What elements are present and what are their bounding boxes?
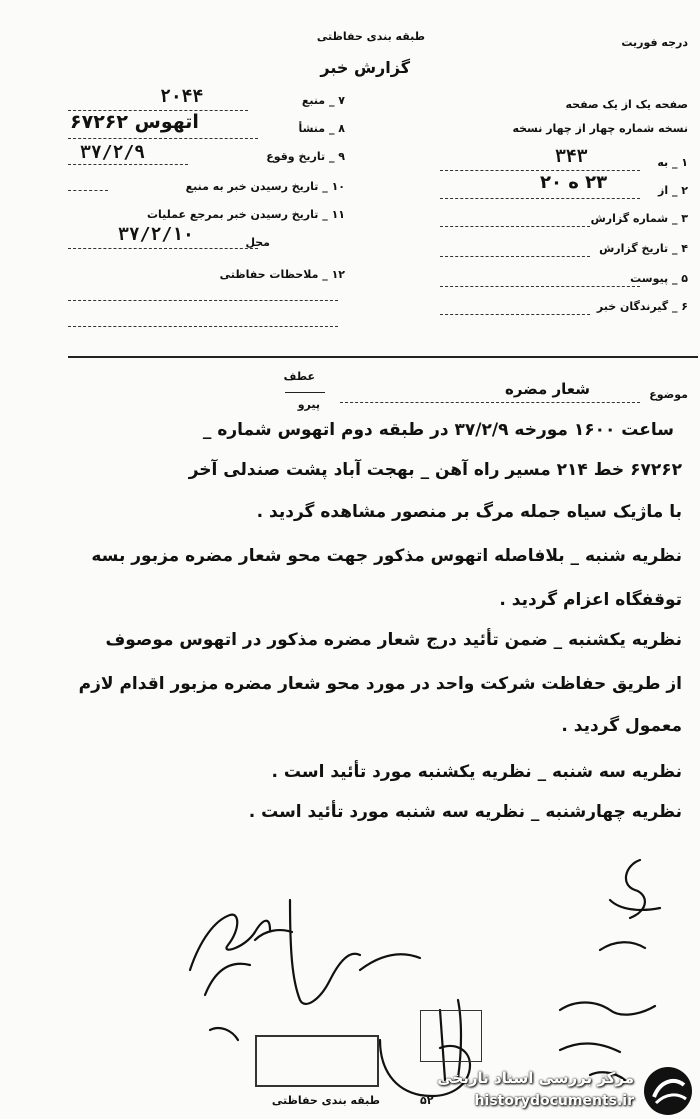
field-11-label: ۱۱ _ تاریخ رسیدن خبر بمرجع عملیات <box>146 208 345 221</box>
signature-left-2 <box>205 964 250 995</box>
field-3-line <box>440 226 590 227</box>
subject-label: موضوع <box>649 388 688 401</box>
copy-number-line: نسخه شماره چهار از چهار نسخه <box>512 122 688 135</box>
signature-center-3 <box>360 954 420 970</box>
field-6-label: ۶ _ گیرندگان خبر <box>596 300 688 313</box>
ref-top-label: عطف <box>283 370 315 383</box>
field-1-label: ۱ _ به <box>657 156 688 169</box>
field-9-label: ۹ _ تاریخ وقوع <box>266 150 345 163</box>
signature-right-4 <box>560 1003 655 1015</box>
field-9-line <box>68 164 188 165</box>
body-line-10: نظریه چهارشنبه _ نظریه سه شنبه مورد تأئید است . <box>248 802 682 822</box>
field-12-line-2 <box>68 326 338 327</box>
field-8-label: ۸ _ منشأ <box>298 122 345 135</box>
field-5-line <box>440 286 640 287</box>
urgency-label: درجه فوریت <box>621 36 688 49</box>
signature-right-2 <box>610 900 660 910</box>
signature-right-5 <box>560 1043 620 1052</box>
header-separator <box>68 356 698 358</box>
body-line-6: نظریه یکشنبه _ ضمن تأئید درج شعار مضره مذکور در اتهوس موصوف <box>105 630 682 650</box>
stamp-box <box>255 1035 379 1087</box>
form-code: ۵۲ <box>420 1094 434 1107</box>
ref-bottom-label: پیرو <box>297 398 320 411</box>
field-10-line <box>68 190 108 191</box>
watermark-title: مرکز بررسی اسناد تاریخی <box>437 1069 634 1087</box>
field-9-value: ۳۷/۲/۹ <box>80 142 146 163</box>
ref-divider <box>285 392 325 393</box>
field-8-line <box>68 138 258 139</box>
field-12-label: ۱۲ _ ملاحظات حفاظتی <box>219 268 345 281</box>
field-4-line <box>440 256 590 257</box>
body-line-4: نظریه شنبه _ بلافاصله اتهوس مذکور جهت محو شعار مضره مزبور بسه <box>91 546 682 566</box>
field-11-place-label: محل <box>245 236 270 249</box>
field-5-label: ۵ _ پیوست <box>630 272 688 285</box>
field-3-label: ۳ _ شماره گزارش <box>590 212 688 225</box>
field-6-line <box>440 314 590 315</box>
watermark-logo <box>640 1063 696 1119</box>
subject-value: شعار مضره <box>505 380 590 398</box>
signature-center-2 <box>255 930 292 940</box>
stamp-box-inner <box>420 1010 482 1062</box>
body-line-1: ساعت ۱۶۰۰ مورخه ۳۷/۲/۹ در طبقه دوم اتهوس شماره _ <box>202 420 674 440</box>
watermark-url: historydocuments.ir <box>474 1093 634 1109</box>
field-7-value: ۲۰۴۴ <box>160 86 204 107</box>
classification-bottom: طبقه بندی حفاظتی <box>271 1094 380 1107</box>
body-line-8: معمول گردید . <box>561 716 682 736</box>
field-11-value: ۳۷/۲/۱۰ <box>118 224 194 245</box>
field-2-label: ۲ _ از <box>658 184 688 197</box>
field-10-label: ۱۰ _ تاریخ رسیدن خبر به منبع <box>185 180 345 193</box>
page-count-line: صفحه یک از یک صفحه <box>565 98 688 111</box>
field-2-value: ۲۳ ه ۲۰ <box>540 172 608 193</box>
body-line-7: از طریق حفاظت شرکت واحد در مورد محو شعار مضره مزبور اقدام لازم <box>78 674 682 694</box>
field-7-label: ۷ _ منبع <box>301 94 345 107</box>
signature-center-4 <box>210 1028 238 1040</box>
body-line-9: نظریه سه شنبه _ نظریه یکشنبه مورد تأئید است . <box>271 762 682 782</box>
field-8-value: اتهوس ۶۷۲۶۲ <box>70 111 199 133</box>
body-line-3: با ماژیک سیاه جمله مرگ بر منصور مشاهده گردید . <box>256 502 682 522</box>
form-title: گزارش خبر <box>320 58 410 77</box>
field-4-label: ۴ _ تاریخ گزارش <box>599 242 688 255</box>
body-line-2: ۶۷۲۶۲ خط ۲۱۴ مسیر راه آهن _ بهجت آباد پشت صندلی آخر <box>188 460 682 480</box>
field-12-line-1 <box>68 300 338 301</box>
signature-right-3 <box>600 942 645 950</box>
field-1-value: ۳۴۳ <box>555 146 588 167</box>
subject-line <box>340 402 640 403</box>
signature-left-1 <box>190 915 270 970</box>
signature-center-1 <box>290 900 360 1004</box>
field-1-line <box>440 170 640 171</box>
watermark <box>400 1063 700 1119</box>
body-line-5: توقفگاه اعزام گردید . <box>499 590 682 610</box>
field-11-line <box>68 248 258 249</box>
field-2-line <box>440 198 640 199</box>
classification-top: طبقه بندی حفاظتی <box>316 30 425 43</box>
